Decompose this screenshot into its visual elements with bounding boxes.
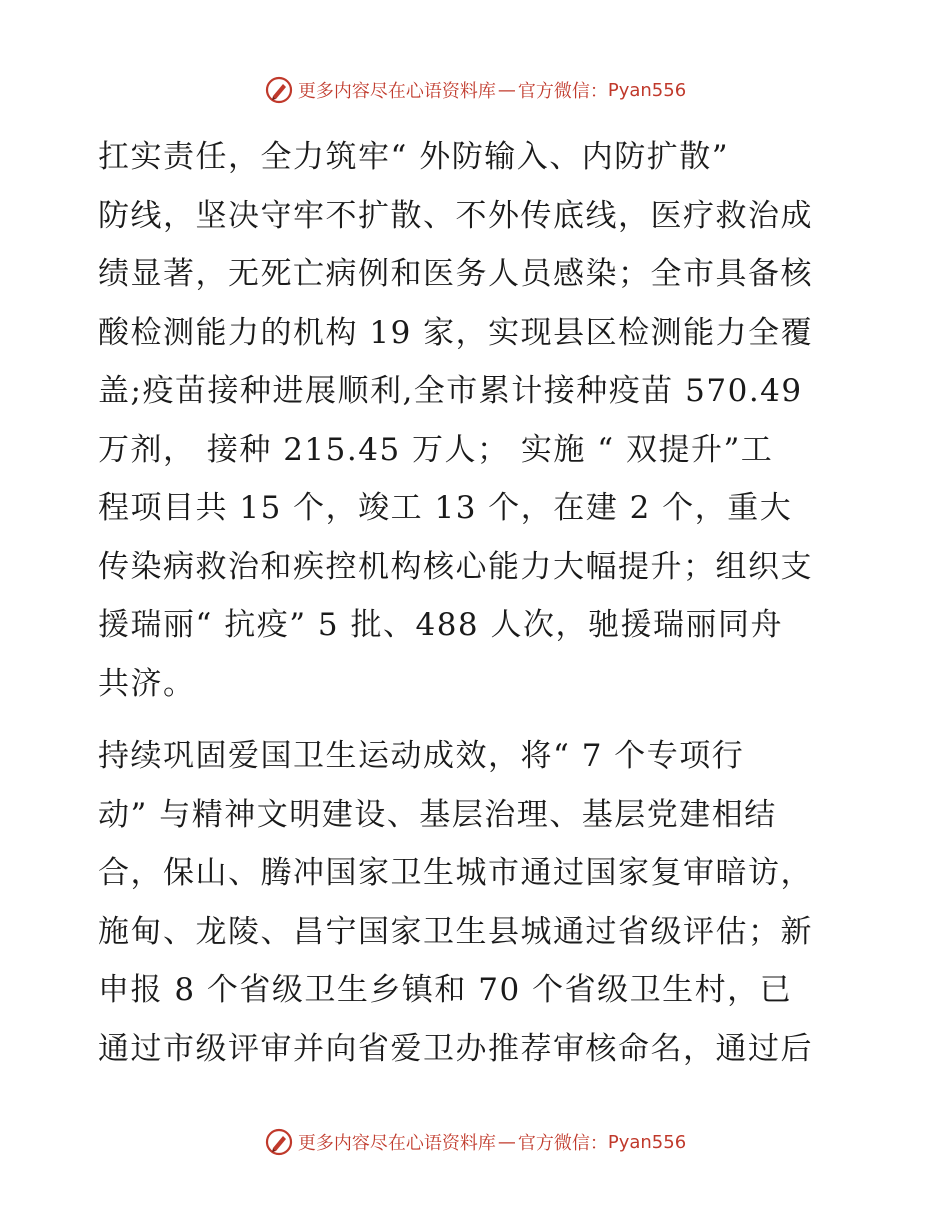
paragraph-line: 扛实责任，全力筑牢“ 外防输入、内防扩散” bbox=[98, 139, 730, 175]
watermark-wechat-label: 官方微信： bbox=[517, 81, 608, 102]
watermark-site-text: 更多内容尽在心语资料库 bbox=[297, 81, 496, 102]
watermark-dash: — bbox=[497, 1131, 516, 1153]
paragraph-line: 绩显著，无死亡病例和医务人员感染；全市具备核 bbox=[98, 256, 813, 292]
watermark-wechat-label: 官方微信： bbox=[517, 1133, 608, 1154]
paragraph-1 bbox=[98, 128, 858, 713]
paragraph-line: 申报 8 个省级卫生乡镇和 70 个省级卫生村，已 bbox=[98, 972, 793, 1008]
watermark-wechat-id: Pyan556 bbox=[607, 1131, 687, 1153]
paragraph-line: 合，保山、腾冲国家卫生城市通过国家复审暗访， bbox=[98, 855, 813, 891]
paragraph-line: 酸检测能力的机构 19 家，实现县区检测能力全覆 bbox=[98, 314, 814, 351]
paragraph-line: 万剂， 接种 215.45 万人； 实施 “ 双提升”工 bbox=[98, 431, 774, 468]
paragraph-line: 通过市级评审并向省爱卫办推荐审核命名，通过后 bbox=[98, 1030, 813, 1067]
paragraph-line: 防线，坚决守牢不扩散、不外传底线，医疗救治成 bbox=[98, 197, 813, 234]
watermark-dash: — bbox=[497, 79, 516, 101]
watermark-site-text: 更多内容尽在心语资料库 bbox=[297, 1133, 496, 1154]
paragraph-line: 持续巩固爱国卫生运动成效，将“ 7 个专项行 bbox=[98, 738, 745, 774]
paragraph-line: 传染病救治和疾控机构核心能力大幅提升；组织支 bbox=[98, 548, 813, 585]
header-watermark bbox=[0, 70, 950, 110]
footer-watermark bbox=[0, 1122, 950, 1162]
paragraph-line: 动” 与精神文明建设、基层治理、基层党建相结 bbox=[98, 796, 777, 833]
paragraph-line: 共济。 bbox=[98, 665, 196, 702]
pen-logo-icon bbox=[264, 75, 294, 105]
paragraph-line: 施甸、龙陵、昌宁国家卫生县城通过省级评估；新 bbox=[98, 913, 813, 950]
paragraph-2 bbox=[98, 727, 858, 1078]
document-body bbox=[98, 128, 858, 1078]
paragraph-line: 盖;疫苗接种进展顺利,全市累计接种疫苗 570.49 bbox=[98, 373, 803, 409]
paragraph-line: 援瑞丽“ 抗疫” 5 批、488 人次，驰援瑞丽同舟 bbox=[98, 607, 784, 643]
watermark-wechat-id: Pyan556 bbox=[607, 79, 687, 101]
paragraph-line: 程项目共 15 个，竣工 13 个，在建 2 个，重大 bbox=[98, 490, 793, 526]
pen-logo-icon bbox=[264, 1127, 294, 1157]
